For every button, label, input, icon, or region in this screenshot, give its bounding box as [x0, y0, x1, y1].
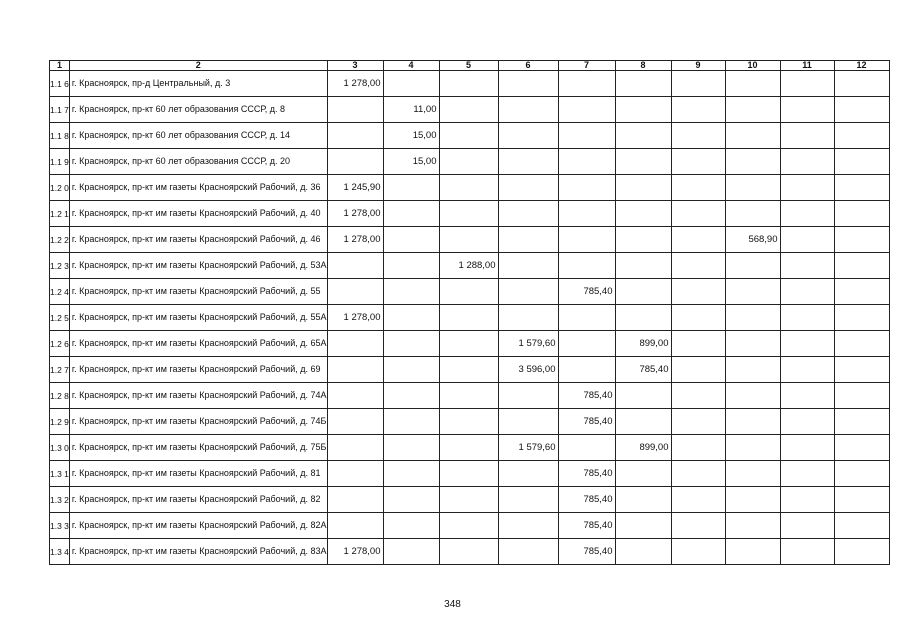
header-row	[50, 61, 890, 71]
address-cell: г. Красноярск, пр-кт 60 лет образования СССР, д. 8	[69, 97, 327, 123]
value-cell	[834, 383, 889, 409]
value-cell	[439, 201, 498, 227]
value-cell	[327, 435, 383, 461]
value-cell	[439, 513, 498, 539]
value-cell	[615, 227, 671, 253]
value-cell: 899,00	[615, 331, 671, 357]
value-cell	[671, 383, 725, 409]
table-row	[50, 97, 890, 123]
address-cell: г. Красноярск, пр-кт им газеты Красноярский Рабочий, д. 65А	[69, 331, 327, 357]
value-cell: 785,40	[558, 487, 615, 513]
value-cell	[725, 97, 780, 123]
value-cell	[327, 409, 383, 435]
value-cell: 3 596,00	[498, 357, 558, 383]
value-cell	[615, 461, 671, 487]
value-cell	[439, 487, 498, 513]
value-cell	[383, 227, 439, 253]
header-cell: 3	[327, 61, 383, 71]
value-cell	[725, 409, 780, 435]
value-cell	[498, 175, 558, 201]
value-cell	[834, 357, 889, 383]
row-number-cell: 1.2 2	[50, 227, 70, 253]
table-row	[50, 149, 890, 175]
value-cell: 1 278,00	[327, 227, 383, 253]
value-cell	[498, 409, 558, 435]
value-cell	[439, 357, 498, 383]
value-cell	[558, 97, 615, 123]
value-cell	[439, 539, 498, 565]
data-table	[49, 60, 890, 565]
value-cell	[498, 461, 558, 487]
row-number-cell: 1.1 6	[50, 71, 70, 97]
header-cell: 11	[780, 61, 834, 71]
row-number-cell: 1.3 1	[50, 461, 70, 487]
value-cell: 785,40	[615, 357, 671, 383]
address-cell: г. Красноярск, пр-кт им газеты Красноярский Рабочий, д. 82	[69, 487, 327, 513]
value-cell	[834, 461, 889, 487]
value-cell	[780, 201, 834, 227]
value-cell	[498, 253, 558, 279]
value-cell	[558, 305, 615, 331]
table-row	[50, 227, 890, 253]
row-number-cell: 1.1 8	[50, 123, 70, 149]
value-cell	[498, 513, 558, 539]
value-cell	[558, 175, 615, 201]
address-cell: г. Красноярск, пр-кт им газеты Красноярский Рабочий, д. 83А	[69, 539, 327, 565]
header-cell: 12	[834, 61, 889, 71]
table-row	[50, 305, 890, 331]
value-cell	[671, 331, 725, 357]
value-cell	[558, 331, 615, 357]
row-number-cell: 1.2 1	[50, 201, 70, 227]
row-number-cell: 1.1 9	[50, 149, 70, 175]
value-cell	[671, 227, 725, 253]
address-cell: г. Красноярск, пр-кт им газеты Красноярский Рабочий, д. 36	[69, 175, 327, 201]
value-cell	[725, 461, 780, 487]
value-cell	[671, 97, 725, 123]
row-number-cell: 1.2 7	[50, 357, 70, 383]
value-cell	[780, 71, 834, 97]
value-cell	[725, 201, 780, 227]
value-cell	[834, 409, 889, 435]
value-cell	[834, 279, 889, 305]
value-cell	[558, 149, 615, 175]
table-row	[50, 513, 890, 539]
value-cell	[615, 97, 671, 123]
value-cell	[725, 383, 780, 409]
value-cell	[498, 487, 558, 513]
value-cell	[558, 253, 615, 279]
value-cell	[834, 305, 889, 331]
value-cell	[725, 513, 780, 539]
address-cell: г. Красноярск, пр-кт им газеты Красноярский Рабочий, д. 81	[69, 461, 327, 487]
value-cell	[725, 331, 780, 357]
value-cell	[671, 539, 725, 565]
value-cell	[834, 513, 889, 539]
value-cell	[383, 487, 439, 513]
value-cell	[671, 71, 725, 97]
header-cell: 8	[615, 61, 671, 71]
value-cell	[834, 97, 889, 123]
value-cell	[671, 123, 725, 149]
table-row	[50, 279, 890, 305]
value-cell	[383, 539, 439, 565]
value-cell	[615, 71, 671, 97]
row-number-cell: 1.2 9	[50, 409, 70, 435]
address-cell: г. Красноярск, пр-кт 60 лет образования СССР, д. 20	[69, 149, 327, 175]
table-row	[50, 201, 890, 227]
header-cell: 9	[671, 61, 725, 71]
value-cell	[383, 383, 439, 409]
value-cell	[439, 279, 498, 305]
address-cell: г. Красноярск, пр-кт им газеты Красноярский Рабочий, д. 69	[69, 357, 327, 383]
row-number-cell: 1.2 5	[50, 305, 70, 331]
value-cell: 785,40	[558, 279, 615, 305]
address-cell: г. Красноярск, пр-кт им газеты Красноярский Рабочий, д. 75Б	[69, 435, 327, 461]
value-cell: 1 579,60	[498, 331, 558, 357]
value-cell	[383, 331, 439, 357]
value-cell	[780, 305, 834, 331]
table-row	[50, 539, 890, 565]
value-cell	[327, 513, 383, 539]
value-cell	[671, 435, 725, 461]
value-cell	[780, 409, 834, 435]
value-cell	[498, 305, 558, 331]
value-cell	[834, 253, 889, 279]
value-cell	[671, 279, 725, 305]
value-cell	[615, 305, 671, 331]
table-row	[50, 435, 890, 461]
value-cell	[671, 201, 725, 227]
value-cell: 1 278,00	[327, 305, 383, 331]
value-cell	[558, 71, 615, 97]
value-cell	[383, 461, 439, 487]
row-number-cell: 1.3 3	[50, 513, 70, 539]
value-cell	[780, 175, 834, 201]
value-cell	[439, 435, 498, 461]
value-cell	[498, 71, 558, 97]
value-cell	[615, 513, 671, 539]
value-cell	[439, 409, 498, 435]
value-cell: 1 579,60	[498, 435, 558, 461]
value-cell	[834, 175, 889, 201]
address-cell: г. Красноярск, пр-кт 60 лет образования СССР, д. 14	[69, 123, 327, 149]
value-cell	[780, 461, 834, 487]
address-cell: г. Красноярск, пр-кт им газеты Красноярский Рабочий, д. 40	[69, 201, 327, 227]
value-cell	[558, 435, 615, 461]
value-cell	[615, 149, 671, 175]
value-cell	[671, 487, 725, 513]
row-number-cell: 1.2 6	[50, 331, 70, 357]
value-cell	[558, 123, 615, 149]
value-cell	[327, 461, 383, 487]
value-cell	[671, 409, 725, 435]
value-cell	[615, 279, 671, 305]
value-cell	[834, 331, 889, 357]
value-cell	[327, 97, 383, 123]
value-cell	[558, 357, 615, 383]
value-cell	[725, 71, 780, 97]
header-cell: 6	[498, 61, 558, 71]
address-cell: г. Красноярск, пр-кт им газеты Красноярский Рабочий, д. 55	[69, 279, 327, 305]
row-number-cell: 1.2 0	[50, 175, 70, 201]
value-cell	[439, 123, 498, 149]
value-cell	[439, 175, 498, 201]
value-cell	[834, 435, 889, 461]
header-cell: 7	[558, 61, 615, 71]
header-cell: 10	[725, 61, 780, 71]
table-row	[50, 123, 890, 149]
table-row	[50, 461, 890, 487]
value-cell	[780, 383, 834, 409]
value-cell	[383, 71, 439, 97]
row-number-cell: 1.2 8	[50, 383, 70, 409]
address-cell: г. Красноярск, пр-д Центральный, д. 3	[69, 71, 327, 97]
row-number-cell: 1.1 7	[50, 97, 70, 123]
address-cell: г. Красноярск, пр-кт им газеты Красноярский Рабочий, д. 74А	[69, 383, 327, 409]
value-cell: 785,40	[558, 383, 615, 409]
value-cell: 785,40	[558, 513, 615, 539]
value-cell	[780, 149, 834, 175]
row-number-cell: 1.2 3	[50, 253, 70, 279]
value-cell: 1 278,00	[327, 71, 383, 97]
address-cell: г. Красноярск, пр-кт им газеты Красноярский Рабочий, д. 74Б	[69, 409, 327, 435]
value-cell	[725, 305, 780, 331]
table-row	[50, 71, 890, 97]
value-cell	[439, 331, 498, 357]
value-cell: 785,40	[558, 539, 615, 565]
address-cell: г. Красноярск, пр-кт им газеты Красноярский Рабочий, д. 82А	[69, 513, 327, 539]
value-cell	[834, 71, 889, 97]
value-cell	[615, 253, 671, 279]
header-cell: 1	[50, 61, 70, 71]
value-cell	[780, 513, 834, 539]
value-cell	[671, 357, 725, 383]
value-cell	[439, 227, 498, 253]
value-cell	[834, 201, 889, 227]
value-cell	[671, 253, 725, 279]
table-row	[50, 175, 890, 201]
value-cell	[498, 201, 558, 227]
table-row	[50, 253, 890, 279]
table-row	[50, 331, 890, 357]
address-cell: г. Красноярск, пр-кт им газеты Красноярский Рабочий, д. 46	[69, 227, 327, 253]
value-cell	[383, 305, 439, 331]
value-cell: 899,00	[615, 435, 671, 461]
value-cell: 1 278,00	[327, 201, 383, 227]
value-cell	[615, 383, 671, 409]
value-cell: 1 288,00	[439, 253, 498, 279]
value-cell	[558, 201, 615, 227]
value-cell	[383, 357, 439, 383]
value-cell	[725, 487, 780, 513]
value-cell	[671, 305, 725, 331]
value-cell	[780, 487, 834, 513]
value-cell	[834, 227, 889, 253]
value-cell	[834, 539, 889, 565]
value-cell	[725, 149, 780, 175]
value-cell	[725, 539, 780, 565]
row-number-cell: 1.3 0	[50, 435, 70, 461]
value-cell	[671, 149, 725, 175]
value-cell	[327, 123, 383, 149]
table-body	[50, 71, 890, 565]
page-number: 348	[444, 599, 461, 610]
value-cell	[725, 175, 780, 201]
value-cell	[671, 175, 725, 201]
value-cell	[615, 539, 671, 565]
value-cell	[498, 383, 558, 409]
value-cell: 15,00	[383, 123, 439, 149]
value-cell	[383, 435, 439, 461]
value-cell	[327, 149, 383, 175]
value-cell	[671, 513, 725, 539]
value-cell	[439, 383, 498, 409]
value-cell	[498, 149, 558, 175]
value-cell	[615, 487, 671, 513]
value-cell	[498, 279, 558, 305]
value-cell	[327, 253, 383, 279]
value-cell: 785,40	[558, 461, 615, 487]
value-cell	[725, 123, 780, 149]
value-cell	[725, 279, 780, 305]
value-cell	[780, 435, 834, 461]
value-cell	[615, 123, 671, 149]
value-cell	[615, 201, 671, 227]
value-cell	[834, 149, 889, 175]
value-cell	[780, 357, 834, 383]
value-cell	[327, 487, 383, 513]
value-cell	[439, 71, 498, 97]
value-cell	[725, 357, 780, 383]
row-number-cell: 1.3 4	[50, 539, 70, 565]
header-cell: 5	[439, 61, 498, 71]
value-cell	[498, 227, 558, 253]
value-cell: 11,00	[383, 97, 439, 123]
value-cell	[834, 123, 889, 149]
value-cell	[498, 539, 558, 565]
value-cell: 568,90	[725, 227, 780, 253]
header-cell: 4	[383, 61, 439, 71]
value-cell	[439, 305, 498, 331]
value-cell	[383, 175, 439, 201]
row-number-cell: 1.3 2	[50, 487, 70, 513]
value-cell	[439, 461, 498, 487]
value-cell	[780, 279, 834, 305]
value-cell	[725, 253, 780, 279]
table-row	[50, 357, 890, 383]
value-cell	[780, 331, 834, 357]
value-cell	[327, 331, 383, 357]
value-cell	[780, 227, 834, 253]
value-cell	[439, 97, 498, 123]
value-cell: 15,00	[383, 149, 439, 175]
value-cell	[498, 97, 558, 123]
value-cell: 1 278,00	[327, 539, 383, 565]
value-cell	[780, 539, 834, 565]
address-cell: г. Красноярск, пр-кт им газеты Красноярский Рабочий, д. 55А	[69, 305, 327, 331]
table-row	[50, 383, 890, 409]
address-cell: г. Красноярск, пр-кт им газеты Красноярский Рабочий, д. 53А	[69, 253, 327, 279]
value-cell	[671, 461, 725, 487]
value-cell	[383, 279, 439, 305]
value-cell	[327, 279, 383, 305]
value-cell	[327, 357, 383, 383]
value-cell	[834, 487, 889, 513]
row-number-cell: 1.2 4	[50, 279, 70, 305]
value-cell	[383, 253, 439, 279]
value-cell	[383, 409, 439, 435]
value-cell	[615, 175, 671, 201]
value-cell	[439, 149, 498, 175]
value-cell	[327, 383, 383, 409]
value-cell	[498, 123, 558, 149]
table-row	[50, 409, 890, 435]
value-cell	[780, 123, 834, 149]
value-cell	[725, 435, 780, 461]
value-cell: 1 245,90	[327, 175, 383, 201]
value-cell	[780, 97, 834, 123]
value-cell: 785,40	[558, 409, 615, 435]
value-cell	[383, 201, 439, 227]
value-cell	[780, 253, 834, 279]
value-cell	[558, 227, 615, 253]
header-cell: 2	[69, 61, 327, 71]
value-cell	[383, 513, 439, 539]
table-row	[50, 487, 890, 513]
value-cell	[615, 409, 671, 435]
